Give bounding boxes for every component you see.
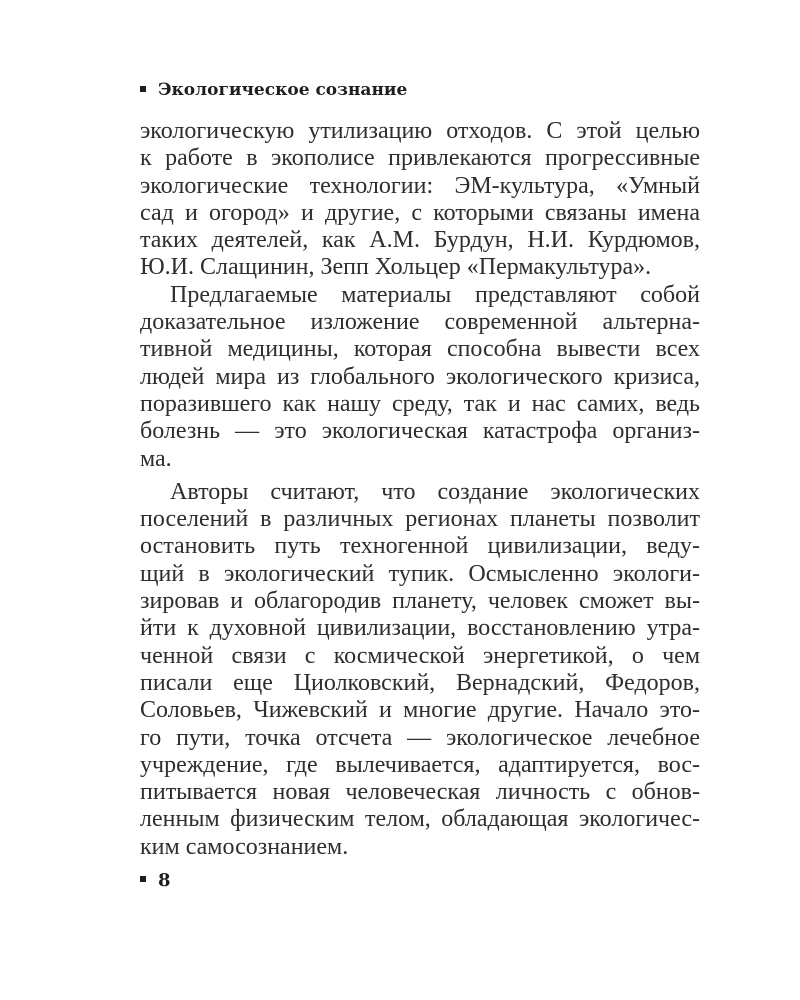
- text-line: таких деятелей, как А.М. Бурдун, Н.И. Курдюмов,: [140, 227, 700, 254]
- text-line: остановить путь техногенной цивилизации, веду-: [140, 533, 700, 560]
- text-line: экологические технологии: ЭМ-культура, «Умный: [140, 172, 700, 199]
- text-line: поселений в различных регионах планеты позволит: [140, 506, 700, 533]
- text-line: сад и огород» и другие, с которыми связаны имена: [140, 199, 700, 226]
- bullet-icon: [140, 876, 146, 882]
- text-line: йти к духовной цивилизации, восстановлению утра-: [140, 615, 700, 642]
- text-line: тивной медицины, которая способна вывести всех: [140, 336, 700, 363]
- text-line: питывается новая человеческая личность с обнов-: [140, 779, 700, 806]
- text-line: писали еще Циолковский, Вернадский, Федоров,: [140, 669, 700, 696]
- text-line: щий в экологический тупик. Осмысленно экологи-: [140, 560, 700, 587]
- text-line: поразившего как нашу среду, так и нас самих, ведь: [140, 390, 700, 417]
- text-line: ма.: [140, 445, 172, 472]
- text-line: Ю.И. Слащинин, Зепп Хольцер «Пермакультура».: [140, 254, 652, 281]
- text-line: ченной связи с космической энергетикой, о чем: [140, 642, 700, 669]
- text-line: зировав и облагородив планету, человек сможет вы-: [140, 588, 700, 615]
- paragraph: [140, 282, 700, 473]
- page-number: [140, 870, 171, 891]
- text-line: го пути, точка отсчета — экологическое лечебное: [140, 724, 700, 751]
- text-line: ленным физическим телом, обладающая экологичес-: [140, 806, 700, 833]
- page-number-value: 8: [158, 870, 171, 891]
- body-text: [140, 118, 700, 861]
- running-head: [140, 80, 407, 100]
- text-line: Авторы считают, что создание экологических: [170, 478, 700, 505]
- bullet-icon: [140, 86, 146, 92]
- text-line: экологическую утилизацию отходов. С этой целью: [140, 118, 700, 144]
- running-title: Экологическое сознание: [158, 80, 408, 100]
- text-line: к работе в экополисе привлекаются прогрессивные: [140, 145, 700, 172]
- text-line: доказательное изложение современной альтерна-: [140, 309, 700, 336]
- text-line: ким самосознанием.: [140, 833, 349, 860]
- text-line: болезнь — это экологическая катастрофа организ-: [140, 418, 700, 445]
- paragraph: [140, 479, 700, 861]
- paragraph: [140, 118, 700, 282]
- text-line: Предлагаемые материалы представляют собой: [170, 281, 700, 308]
- text-line: людей мира из глобального экологического кризиса,: [140, 363, 700, 390]
- text-line: Соловьев, Чижевский и многие другие. Начало это-: [140, 697, 700, 724]
- text-line: учреждение, где вылечивается, адаптируется, вос-: [140, 751, 700, 778]
